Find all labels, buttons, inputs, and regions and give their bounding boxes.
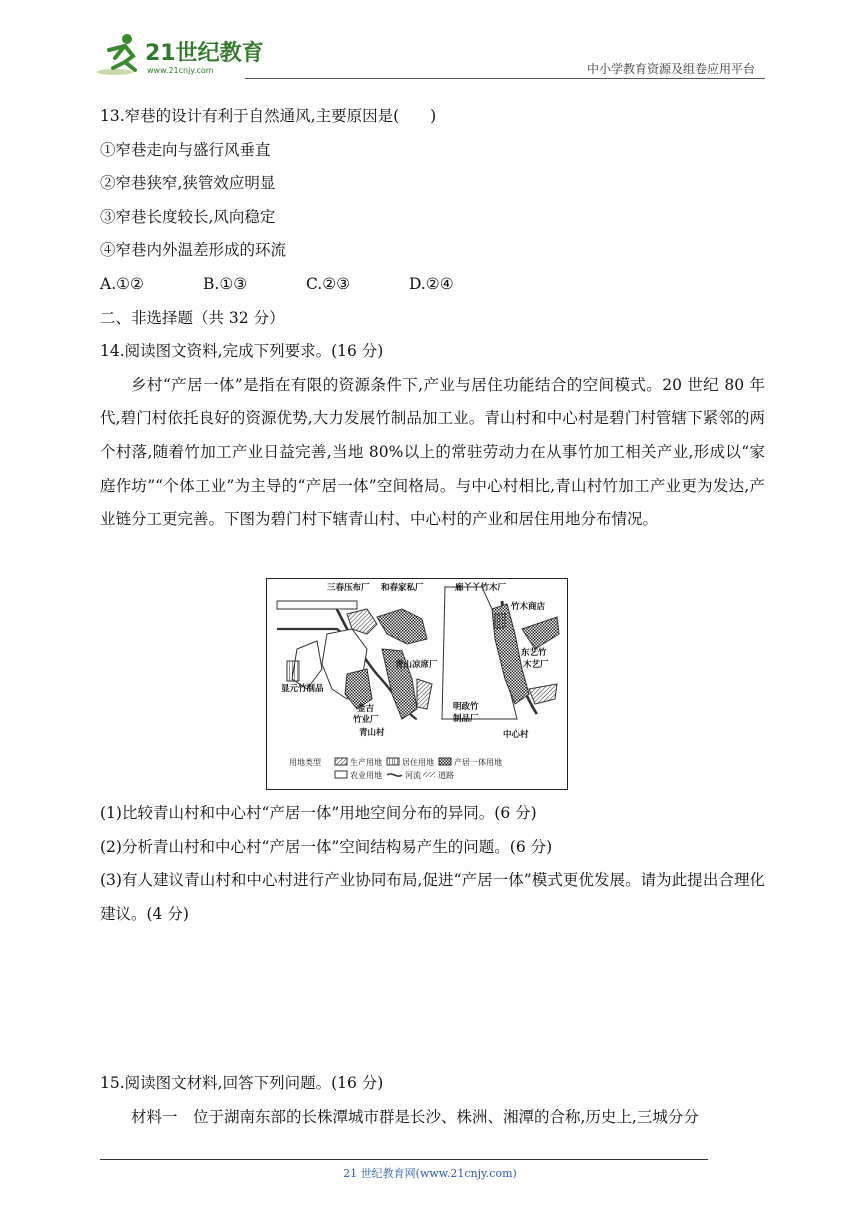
q14-paragraph: 乡村“产居一体”是指在有限的资源条件下,产业与居住功能结合的空间模式。20 世纪 80 年代,碧门村依托良好的资源优势,大力发展竹制品加工业。青山村和中心村是碧门村管辖下紧邻的两个村落,随着竹加工产业日益完善,当地 80%以上的常驻劳动力在从事竹加工相关产业,形成以“家庭作坊”“个体工业”为主导的“产居一体”空间格局。与中心村相比,青山村竹加工产业更为发达,产业链分工更完善。下图为碧门村下辖青山村、中心村的产业和居住用地分布情况。: [100, 375, 765, 529]
svg-text:产居一体用地: 产居一体用地: [454, 758, 502, 767]
svg-text:21世纪教育: 21世纪教育: [145, 41, 264, 66]
page-header: [95, 30, 765, 80]
land-use-map: [266, 578, 568, 790]
section-title: 二、非选择题（共 32 分）: [100, 308, 285, 327]
map-label: 竹业厂: [353, 715, 379, 725]
map-label: 青山村: [359, 728, 385, 738]
svg-text:农业用地: 农业用地: [350, 771, 382, 780]
map-label: 和春家私厂: [381, 583, 424, 593]
q14-sub-2: (2)分析青山村和中心村“产居一体”空间结构易产生的问题。(6 分): [100, 837, 553, 856]
q15-material1: 材料一 位于湖南东部的长株潭城市群是长沙、株洲、湘潭的合称,历史上,三城分分: [131, 1107, 699, 1126]
map-label: 青山凉席厂: [395, 660, 438, 670]
svg-text:用地类型: 用地类型: [289, 758, 321, 767]
map-label: 竹木商店: [511, 602, 546, 612]
svg-text:道路: 道路: [438, 771, 454, 780]
q13-item: ②窄巷狭窄,狭管效应明显: [100, 174, 276, 193]
map-label: 中心村: [503, 730, 529, 740]
svg-text:河流: 河流: [405, 771, 421, 780]
q13-item: ③窄巷长度较长,风向稳定: [100, 207, 276, 226]
map-label: 制品厂: [453, 714, 479, 724]
map-label: 明政竹: [453, 702, 479, 712]
q14-sub-1: (1)比较青山村和中心村“产居一体”用地空间分布的异同。(6 分): [100, 804, 537, 822]
center-village-map: [442, 582, 559, 740]
header-divider: [245, 78, 765, 79]
option-d: D.②④: [409, 274, 454, 293]
footer-divider: [100, 1159, 708, 1160]
qingshan-village-map: [277, 582, 438, 738]
q15: [100, 1067, 765, 1134]
svg-text:居住用地: 居住用地: [402, 758, 434, 767]
map-figure: [267, 579, 567, 789]
map-label: 东艺竹: [521, 648, 547, 658]
option-a: A.①②: [100, 274, 144, 293]
map-legend: [289, 757, 502, 780]
map-label: 木艺厂: [523, 660, 549, 670]
main-content: [100, 100, 765, 537]
svg-text:生产用地: 生产用地: [350, 758, 382, 767]
logo-icon: [95, 30, 265, 78]
map-label: 金吉: [357, 704, 375, 714]
option-b: B.①③: [203, 274, 248, 293]
q14-stem: 14.阅读图文资料,完成下列要求。(16 分): [100, 342, 384, 361]
q15-stem: 15.阅读图文材料,回答下列问题。(16 分): [100, 1074, 384, 1092]
header-platform-text: 中小学教育资源及组卷应用平台: [586, 62, 755, 76]
footer-link[interactable]: 21 世纪教育网(www.21cnjy.com): [343, 1167, 517, 1180]
map-label: 三春压布厂: [327, 583, 370, 593]
map-label: 廊丫丫竹木厂: [455, 583, 507, 593]
q13-item: ①窄巷走向与盛行风垂直: [100, 140, 271, 159]
map-label: 显元竹制品: [281, 684, 324, 694]
q14-subquestions: [100, 797, 765, 931]
q14-sub-3: (3)有人建议青山村和中心村进行产业协同布局,促进“产居一体”模式更优发展。请为此提出合理化建议。(4 分): [100, 871, 765, 923]
q13-options: [100, 268, 765, 302]
q13-item: ④窄巷内外温差形成的环流: [100, 241, 287, 260]
option-c: C.②③: [306, 274, 351, 293]
svg-text:www.21cnjy.com: www.21cnjy.com: [147, 66, 214, 75]
q13-stem: 13.窄巷的设计有利于自然通风,主要原因是( ): [100, 107, 437, 125]
